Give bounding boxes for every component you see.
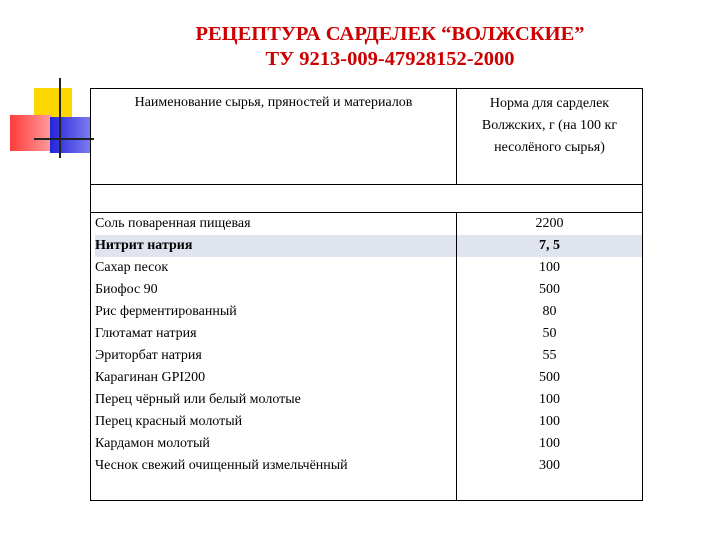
ingredient-name: Рис ферментированный: [95, 304, 237, 319]
slide-title: [150, 22, 630, 72]
ingredient-value: 2200: [535, 216, 564, 231]
header-row: [91, 89, 643, 185]
ingredient-value: 300: [539, 458, 560, 473]
ingredient-value: 100: [539, 392, 560, 407]
ingredient-name: Соль поваренная пищевая: [95, 216, 251, 231]
ingredient-value: 55: [542, 348, 557, 363]
ingredient-name: Биофос 90: [95, 282, 158, 297]
ingredient-name: Сахар песок: [95, 260, 169, 275]
ingredients-row: [91, 213, 643, 501]
ingredient-value: 100: [539, 260, 560, 275]
ingredient-value: 100: [539, 436, 560, 451]
ingredient-name: Глютамат натрия: [95, 326, 197, 341]
header-norm-line: Норма для сарделек: [489, 96, 610, 111]
ingredient-value: 80: [542, 304, 557, 319]
ingredient-name: Эриторбат натрия: [95, 348, 202, 363]
decor-blue-square: [50, 117, 90, 153]
ingredient-name: Чеснок свежий очищенный измельчённый: [95, 458, 348, 473]
ingredient-value: 50: [542, 326, 557, 341]
ingredient-name-highlighted: Нитрит натрия: [95, 235, 456, 257]
recipe-table: [90, 88, 643, 501]
ingredient-value: 500: [539, 282, 560, 297]
empty-row: [91, 185, 643, 213]
header-ingredient-cell: Наименование сырья, пряностей и материалов: [91, 89, 457, 185]
ingredient-value: 500: [539, 370, 560, 385]
header-norm-line: несолёного сырья): [494, 140, 605, 155]
ingredient-values-cell: [457, 213, 643, 501]
header-norm-line: Волжских, г (на 100 кг: [481, 118, 618, 133]
decor-red-square: [10, 115, 52, 151]
ingredient-value: 100: [539, 414, 560, 429]
ingredient-value-highlighted: 7, 5: [457, 235, 642, 257]
ingredient-name: Перец красный молотый: [95, 414, 243, 429]
ingredient-name: Карагинан GPI200: [95, 370, 206, 385]
title-line-1: РЕЦЕПТУРА САРДЕЛЕК “ВОЛЖСКИЕ”: [195, 23, 585, 45]
ingredient-name: Перец чёрный или белый молотые: [95, 392, 301, 407]
decor-vertical-line: [59, 78, 61, 158]
decor-horizontal-line: [34, 138, 94, 140]
ingredient-names-cell: [91, 213, 457, 501]
header-norm-cell: [457, 89, 643, 185]
title-line-2: ТУ 9213-009-47928152-2000: [265, 48, 515, 70]
ingredient-name: Кардамон молотый: [95, 436, 210, 451]
empty-cell: [91, 185, 643, 213]
